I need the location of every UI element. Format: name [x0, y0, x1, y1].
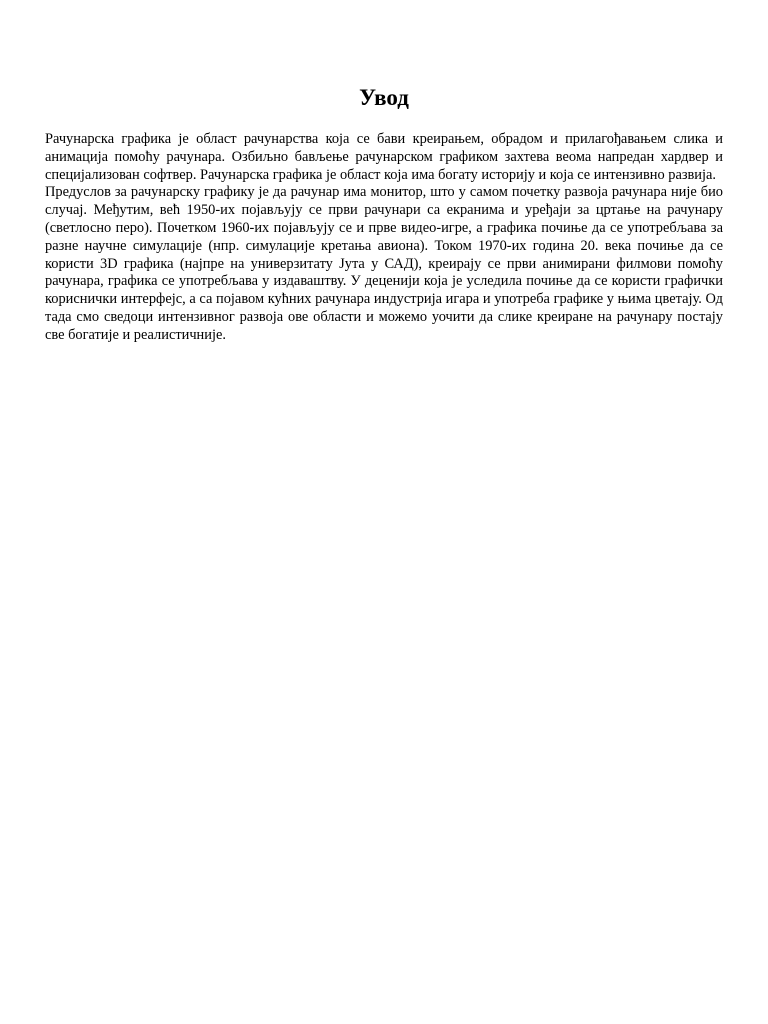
- paragraph-history: Предуслов за рачунарску графику је да рачунар има монитор, што у самом почетку развоја рачунара није био случај. Међутим, већ 1950-их појављују се први рачунари са екранима и уређаји за цртање на рачунару (светлосно перо). Почетком 1960-их појављују се и прве видео-игре, а графика почиње да се употребљава за разне научне симулације (нпр. симулације кретања авиона). Током 1970-их година 20. века почиње да се користи 3D графика (најпре на универзитату Јута у САД), креирају се први анимирани филмови помоћу рачунара, графика се употребљава у издаваштву. У деценији која је уследила почиње да се користи графички кориснички интерфејс, а са појавом кућних рачунара индустрија игара и употреба графике у њима цветају. Од тада смо сведоци интензивног развоја ове области и можемо уочити да слике креиране на рачунару постају све богатије и реалистичније.: [45, 184, 723, 343]
- document-body: [45, 131, 723, 345]
- document-title: Увод: [359, 85, 409, 110]
- paragraph-intro: Рачунарска графика је област рачунарства која се бави креирањем, обрадом и прилагођавањем слика и анимација помоћу рачунара. Озбиљно бављење рачунарском графиком захтева веома напредан хардвер и специјализован софтвер. Рачунарска графика је област која има богату историју и која се интензивно развија.: [45, 131, 723, 183]
